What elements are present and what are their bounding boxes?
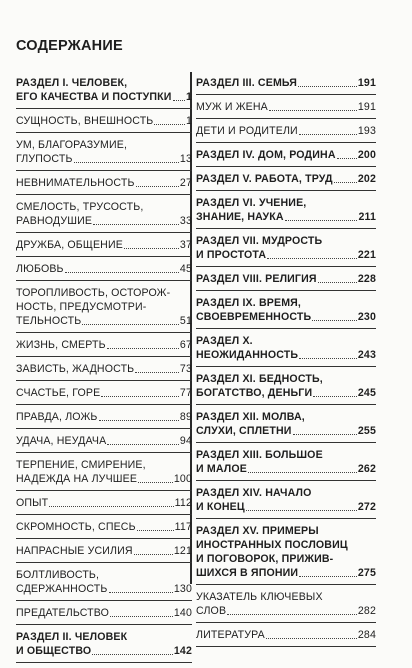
toc-entry-title-line: ПРЕДАТЕЛЬСТВО bbox=[16, 607, 110, 619]
toc-entry-title-line: НЕВНИМАТЕЛЬНОСТЬ bbox=[16, 177, 135, 189]
toc-entry[interactable] bbox=[16, 386, 192, 405]
toc-entry-title-line: ДРУЖБА, ОБЩЕНИЕ bbox=[16, 239, 123, 251]
toc-entry[interactable] bbox=[16, 606, 192, 625]
toc-page-number: 27 bbox=[179, 177, 192, 189]
toc-page-number: 112 bbox=[174, 497, 192, 509]
toc-entry-title-line: РАЗДЕЛ IV. ДОМ, РОДИНА bbox=[196, 149, 336, 161]
toc-entry[interactable] bbox=[196, 410, 376, 443]
toc-entry[interactable] bbox=[16, 630, 192, 663]
toc-entry[interactable] bbox=[16, 338, 192, 357]
dot-leader bbox=[293, 433, 357, 435]
toc-entry[interactable] bbox=[196, 148, 376, 167]
toc-entry-title-line: РАЗДЕЛ IX. ВРЕМЯ, bbox=[196, 297, 302, 309]
dot-leader bbox=[227, 613, 357, 615]
toc-page-number: 272 bbox=[357, 501, 376, 513]
dot-leader bbox=[267, 257, 357, 259]
toc-page-number: 45 bbox=[179, 263, 192, 275]
toc-entry-title-line: СВОЕВРЕМЕННОСТЬ bbox=[196, 311, 312, 323]
toc-right-column bbox=[196, 76, 376, 652]
toc-entry-title-line: РАЗДЕЛ VIII. РЕЛИГИЯ bbox=[196, 273, 317, 285]
toc-entry-title-line: РАЗДЕЛ XIII. БОЛЬШОЕ bbox=[196, 449, 323, 461]
toc-entry[interactable] bbox=[196, 100, 376, 119]
dot-leader bbox=[318, 281, 357, 283]
toc-page-number: 243 bbox=[357, 349, 376, 361]
toc-entry-title-line: УДАЧА, НЕУДАЧА bbox=[16, 435, 107, 447]
toc-entry[interactable] bbox=[16, 176, 192, 195]
toc-entry[interactable] bbox=[16, 362, 192, 381]
toc-entry-title-line: РАЗДЕЛ II. ЧЕЛОВЕК bbox=[16, 631, 128, 643]
toc-entry[interactable] bbox=[196, 172, 376, 191]
toc-entry-title-line: РАЗДЕЛ VII. МУДРОСТЬ bbox=[196, 235, 323, 247]
toc-entry[interactable] bbox=[16, 496, 192, 515]
toc-page-number: 73 bbox=[179, 363, 192, 375]
toc-entry[interactable] bbox=[16, 76, 192, 109]
toc-entry-title-line: СЧАСТЬЕ, ГОРЕ bbox=[16, 387, 101, 399]
toc-entry-title-line: СДЕРЖАННОСТЬ bbox=[16, 583, 108, 595]
toc-entry-title-line: И КОНЕЦ bbox=[196, 501, 245, 513]
toc-page-number: 245 bbox=[357, 387, 376, 399]
toc-page-number: 1 bbox=[185, 115, 192, 127]
toc-entry[interactable] bbox=[16, 410, 192, 429]
toc-entry-title-line: ЖИЗНЬ, СМЕРТЬ bbox=[16, 339, 106, 351]
toc-entry[interactable] bbox=[16, 286, 192, 333]
toc-entry-title-line: НОСТЬ, ПРЕДУСМОТРИ- bbox=[16, 301, 147, 313]
dot-leader bbox=[107, 347, 179, 349]
toc-page-number: 121 bbox=[173, 545, 192, 557]
toc-entry-title-line: ПРАВДА, ЛОЖЬ bbox=[16, 411, 98, 423]
toc-entry-title-line: И МАЛОЕ bbox=[196, 463, 247, 475]
dot-leader bbox=[334, 181, 357, 183]
toc-entry-title-line: ЛИТЕРАТУРА bbox=[196, 629, 265, 641]
dot-leader bbox=[269, 109, 357, 111]
toc-entry[interactable] bbox=[196, 234, 376, 267]
toc-entry-title-line: НАДЕЖДА НА ЛУЧШЕЕ bbox=[16, 473, 138, 485]
dot-leader bbox=[82, 323, 179, 325]
toc-entry-title-line: И ПОГОВОРОК, ПРИЖИВ- bbox=[196, 553, 334, 565]
dot-leader bbox=[124, 247, 179, 249]
toc-entry-title-line: РАЗДЕЛ XII. МОЛВА, bbox=[196, 411, 305, 423]
toc-page-number: 202 bbox=[357, 173, 376, 185]
toc-page-number: 1 bbox=[185, 91, 192, 103]
toc-entry[interactable] bbox=[196, 334, 376, 367]
toc-entry[interactable] bbox=[196, 590, 376, 623]
toc-entry-title-line: ТЕРПЕНИЕ, СМИРЕНИЕ, bbox=[16, 459, 146, 471]
toc-entry-title-line: НЕОЖИДАННОСТЬ bbox=[196, 349, 299, 361]
dot-leader bbox=[136, 185, 179, 187]
toc-entry-title-line: ШИХСЯ В ЯПОНИИ bbox=[196, 567, 299, 579]
toc-page-number: 13 bbox=[179, 153, 192, 165]
toc-entry-title-line: ЗАВИСТЬ, ЖАДНОСТЬ bbox=[16, 363, 135, 375]
toc-entry-title-line: СМЕЛОСТЬ, ТРУСОСТЬ, bbox=[16, 201, 144, 213]
toc-entry-title-line: РАВНОДУШИЕ bbox=[16, 215, 93, 227]
toc-entry-title-line: РАЗДЕЛ V. РАБОТА, ТРУД bbox=[196, 173, 333, 185]
toc-entry-title-line: И ПРОСТОТА bbox=[196, 249, 267, 261]
toc-page-number: 130 bbox=[173, 583, 192, 595]
dot-leader bbox=[99, 419, 179, 421]
toc-entry[interactable] bbox=[16, 262, 192, 281]
toc-entry[interactable] bbox=[196, 486, 376, 519]
toc-entry[interactable] bbox=[196, 124, 376, 143]
toc-page-number: 191 bbox=[357, 77, 376, 89]
toc-entry[interactable] bbox=[16, 238, 192, 257]
toc-entry[interactable] bbox=[16, 458, 192, 491]
dot-leader bbox=[92, 653, 173, 655]
toc-entry-title-line: ЕГО КАЧЕСТВА И ПОСТУПКИ bbox=[16, 91, 172, 103]
toc-page-number: 211 bbox=[358, 211, 376, 223]
dot-leader bbox=[312, 319, 357, 321]
toc-entry-title-line: ТЕЛЬНОСТЬ bbox=[16, 315, 82, 327]
toc-entry[interactable] bbox=[16, 434, 192, 453]
toc-entry-title-line: ИНОСТРАННЫХ ПОСЛОВИЦ bbox=[196, 539, 348, 551]
toc-entry[interactable] bbox=[196, 628, 376, 647]
toc-entry-title-line: РАЗДЕЛ X. bbox=[196, 335, 253, 347]
toc-entry-title-line: ОПЫТ bbox=[16, 497, 49, 509]
toc-entry-title-line: ДЕТИ И РОДИТЕЛИ bbox=[196, 125, 298, 137]
toc-page-number: 51 bbox=[179, 315, 192, 327]
toc-entry-title-line: ЛЮБОВЬ bbox=[16, 263, 64, 275]
dot-leader bbox=[266, 637, 357, 639]
toc-page-number: 67 bbox=[179, 339, 192, 351]
dot-leader bbox=[138, 481, 173, 483]
toc-entry-title-line: СКРОМНОСТЬ, СПЕСЬ bbox=[16, 521, 136, 533]
toc-entry-title-line: УКАЗАТЕЛЬ КЛЮЧЕВЫХ bbox=[196, 591, 323, 603]
toc-entry-title-line: СЛУХИ, СПЛЕТНИ bbox=[196, 425, 292, 437]
toc-entry-title-line: РАЗДЕЛ XV. ПРИМЕРЫ bbox=[196, 525, 319, 537]
toc-entry-title-line: СЛОВ bbox=[196, 605, 227, 617]
toc-page-number: 255 bbox=[357, 425, 376, 437]
dot-leader bbox=[299, 575, 357, 577]
dot-leader bbox=[137, 529, 174, 531]
dot-leader bbox=[298, 85, 357, 87]
toc-page-number: 140 bbox=[173, 607, 192, 619]
toc-page-number: 284 bbox=[357, 629, 376, 641]
dot-leader bbox=[313, 395, 357, 397]
toc-entry[interactable] bbox=[196, 76, 376, 95]
dot-leader bbox=[135, 371, 179, 373]
dot-leader bbox=[49, 505, 173, 507]
dot-leader bbox=[110, 615, 173, 617]
toc-entry[interactable] bbox=[196, 196, 376, 229]
toc-entry-title-line: ТОРОПЛИВОСТЬ, ОСТОРОЖ- bbox=[16, 287, 171, 299]
toc-page-number: 262 bbox=[357, 463, 376, 475]
toc-page-number: 230 bbox=[357, 311, 376, 323]
toc-page-number: 100 bbox=[173, 473, 192, 485]
dot-leader bbox=[93, 223, 179, 225]
toc-page-number: 228 bbox=[357, 273, 376, 285]
dot-leader bbox=[173, 99, 185, 101]
toc-page-number: 193 bbox=[357, 125, 376, 137]
toc-entry-title-line: БОЛТЛИВОСТЬ, bbox=[16, 569, 100, 581]
toc-entry-title-line: НАПРАСНЫЕ УСИЛИЯ bbox=[16, 545, 133, 557]
toc-entry[interactable] bbox=[196, 448, 376, 481]
toc-entry-title-line: СУЩНОСТЬ, ВНЕШНОСТЬ bbox=[16, 115, 154, 127]
toc-entry-title-line: МУЖ И ЖЕНА bbox=[196, 101, 268, 113]
toc-entry[interactable] bbox=[196, 272, 376, 291]
toc-entry-title-line: ГЛУПОСТЬ bbox=[16, 153, 73, 165]
toc-entry-title-line: РАЗДЕЛ VI. УЧЕНИЕ, bbox=[196, 197, 307, 209]
page-title: СОДЕРЖАНИЕ bbox=[16, 38, 123, 54]
toc-page-number: 200 bbox=[357, 149, 376, 161]
toc-page-number: 275 bbox=[357, 567, 376, 579]
dot-leader bbox=[65, 271, 179, 273]
toc-entry[interactable] bbox=[16, 520, 192, 539]
toc-entry-title-line: БОГАТСТВО, ДЕНЬГИ bbox=[196, 387, 313, 399]
toc-entry[interactable] bbox=[16, 568, 192, 601]
toc-page-number: 94 bbox=[179, 435, 192, 447]
dot-leader bbox=[101, 395, 179, 397]
toc-entry[interactable] bbox=[196, 296, 376, 329]
toc-page-number: 282 bbox=[357, 605, 376, 617]
toc-entry[interactable] bbox=[16, 200, 192, 233]
toc-entry[interactable] bbox=[16, 138, 192, 171]
toc-page-number: 37 bbox=[179, 239, 192, 251]
dot-leader bbox=[299, 133, 357, 135]
toc-entry-title-line: РАЗДЕЛ III. СЕМЬЯ bbox=[196, 77, 298, 89]
toc-entry-title-line: ЗНАНИЕ, НАУКА bbox=[196, 211, 284, 223]
toc-page-number: 117 bbox=[174, 521, 192, 533]
toc-entry[interactable] bbox=[16, 114, 192, 133]
dot-leader bbox=[74, 161, 179, 163]
toc-entry[interactable] bbox=[196, 524, 376, 585]
dot-leader bbox=[109, 591, 173, 593]
toc-entry-title-line: РАЗДЕЛ I. ЧЕЛОВЕК, bbox=[16, 77, 128, 89]
toc-entry-title-line: И ОБЩЕСТВО bbox=[16, 645, 92, 657]
dot-leader bbox=[337, 157, 357, 159]
toc-page-number: 191 bbox=[357, 101, 376, 113]
dot-leader bbox=[154, 123, 185, 125]
dot-leader bbox=[285, 219, 358, 221]
toc-page-number: 142 bbox=[173, 645, 192, 657]
toc-left-column bbox=[16, 76, 192, 668]
dot-leader bbox=[299, 357, 357, 359]
dot-leader bbox=[246, 509, 357, 511]
toc-page-number: 33 bbox=[179, 215, 192, 227]
dot-leader bbox=[248, 471, 357, 473]
toc-page-number: 221 bbox=[357, 249, 376, 261]
toc-page-number: 77 bbox=[179, 387, 192, 399]
toc-entry-title-line: РАЗДЕЛ XIV. НАЧАЛО bbox=[196, 487, 312, 499]
toc-entry-title-line: УМ, БЛАГОРАЗУМИЕ, bbox=[16, 139, 128, 151]
toc-page-number: 89 bbox=[179, 411, 192, 423]
dot-leader bbox=[107, 443, 179, 445]
toc-entry[interactable] bbox=[196, 372, 376, 405]
dot-leader bbox=[134, 553, 173, 555]
toc-entry-title-line: РАЗДЕЛ XI. БЕДНОСТЬ, bbox=[196, 373, 323, 385]
toc-entry[interactable] bbox=[16, 544, 192, 563]
